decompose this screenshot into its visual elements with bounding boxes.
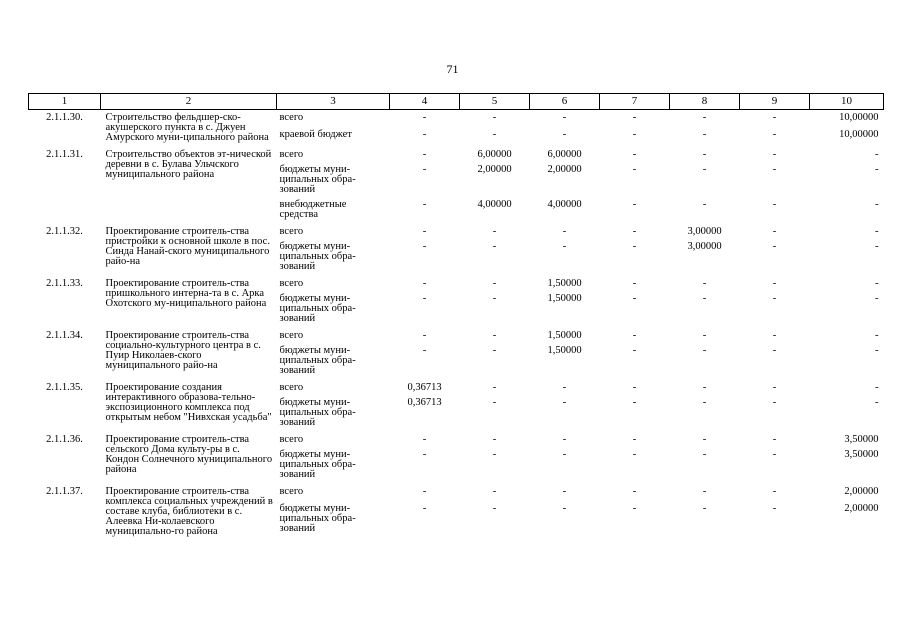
value-cell: - (492, 278, 497, 289)
value-cell: - (702, 382, 707, 393)
value-cell: - (875, 149, 879, 160)
value-cell: - (632, 164, 637, 175)
funding-source: краевой бюджет (279, 129, 352, 141)
value-cell: - (562, 449, 567, 460)
value-cell: - (632, 330, 637, 341)
table-row (29, 428, 884, 445)
item-description: Проектирование создания интерактивного образова-тельно-экспозиционного комплекса под открытым небом "Нивхская усадьба" (105, 382, 272, 423)
value-cell: - (772, 199, 777, 210)
value-cell: - (422, 112, 427, 123)
value-cell: - (492, 293, 497, 304)
value-cell: - (562, 486, 567, 497)
value-cell: - (875, 382, 879, 393)
value-cell: - (492, 241, 497, 252)
column-header: 6 (530, 94, 600, 110)
item-number: 2.1.1.31. (46, 149, 83, 160)
value-cell: - (875, 199, 879, 210)
item-number: 2.1.1.35. (46, 382, 83, 393)
value-cell: - (632, 382, 637, 393)
value-cell: - (702, 149, 707, 160)
value-cell: - (422, 486, 427, 497)
value-cell: - (632, 502, 637, 514)
value-cell: - (772, 449, 777, 460)
table-row (29, 480, 884, 499)
item-number: 2.1.1.32. (46, 226, 83, 237)
funding-source: всего (279, 486, 304, 497)
table-body (29, 110, 884, 538)
value-cell: - (422, 293, 427, 304)
value-cell: 2,00000 (844, 502, 879, 514)
table-row (29, 324, 884, 341)
value-cell: - (422, 502, 427, 514)
value-cell: - (875, 345, 879, 356)
item-description: Проектирование строитель-ства пристройки к основной школе в пос. Синда Нанай-ского муниципального райо-на (105, 226, 270, 267)
value-cell: - (772, 486, 777, 497)
value-cell: - (562, 226, 567, 237)
item-description: Строительство фельдшер-ско-акушерского пункта в с. Джуен Амурского муни-ципального района (105, 112, 269, 143)
funding-source: всего (279, 382, 304, 393)
table-header-row (29, 94, 884, 110)
value-cell: - (772, 330, 777, 341)
value-cell: - (492, 434, 497, 445)
value-cell: - (632, 293, 637, 304)
funding-source: внебюджетные средства (279, 199, 347, 220)
value-cell: - (632, 449, 637, 460)
item-description: Проектирование строитель-ства пришкольного интерна-та в с. Арка Охотского му-ниципального района (105, 278, 267, 309)
value-cell: - (875, 293, 879, 304)
value-cell: - (562, 434, 567, 445)
value-cell: - (562, 382, 567, 393)
value-cell: - (772, 226, 777, 237)
table-row (29, 272, 884, 289)
value-cell: - (702, 278, 707, 289)
value-cell: - (702, 345, 707, 356)
item-description: Строительство объектов эт-нической деревни в с. Булава Ульчского муниципального района (105, 149, 272, 180)
value-cell: - (875, 226, 879, 237)
value-cell: - (632, 226, 637, 237)
funding-source: всего (279, 278, 304, 289)
budget-table (28, 93, 884, 537)
funding-source: всего (279, 226, 304, 237)
value-cell: - (772, 397, 777, 408)
value-cell: - (422, 149, 427, 160)
value-cell: 0,36713 (407, 397, 442, 408)
value-cell: - (772, 129, 777, 141)
value-cell: - (492, 330, 497, 341)
item-number: 2.1.1.37. (46, 486, 83, 497)
value-cell: - (772, 241, 777, 252)
column-header: 9 (740, 94, 810, 110)
value-cell: - (422, 449, 427, 460)
value-cell: 1,50000 (547, 330, 582, 341)
value-cell: 6,00000 (547, 149, 582, 160)
value-cell: - (702, 397, 707, 408)
value-cell: 0,36713 (407, 382, 442, 393)
column-header: 2 (101, 94, 277, 110)
value-cell: - (632, 345, 637, 356)
funding-source: всего (279, 330, 304, 341)
value-cell: - (772, 164, 777, 175)
value-cell: - (772, 434, 777, 445)
value-cell: - (422, 345, 427, 356)
value-cell: - (492, 226, 497, 237)
value-cell: - (422, 164, 427, 175)
value-cell: - (632, 486, 637, 497)
value-cell: - (702, 129, 707, 141)
value-cell: - (632, 397, 637, 408)
item-description: Проектирование строитель-ства сельского Дома культу-ры в с. Кондон Солнечного муниципального района (105, 434, 273, 475)
value-cell: - (632, 241, 637, 252)
column-header: 1 (29, 94, 101, 110)
value-cell: - (422, 129, 427, 141)
funding-source: бюджеты муни-ципальных обра-зований (279, 397, 356, 428)
value-cell: 6,00000 (477, 149, 512, 160)
item-description: Проектирование строитель-ства комплекса социальных учреждений в составе клуба, библиотеки в с. Алеевка Ни-колаевского муниципально-го района (105, 486, 273, 537)
value-cell: - (875, 241, 879, 252)
value-cell: - (632, 199, 637, 210)
value-cell: - (632, 278, 637, 289)
value-cell: - (875, 397, 879, 408)
funding-source: бюджеты муни-ципальных обра-зований (279, 164, 356, 195)
value-cell: - (422, 226, 427, 237)
value-cell: - (492, 382, 497, 393)
value-cell: - (702, 330, 707, 341)
column-header: 4 (390, 94, 460, 110)
value-cell: 3,50000 (844, 434, 879, 445)
value-cell: - (492, 112, 497, 123)
value-cell: - (422, 434, 427, 445)
value-cell: - (702, 434, 707, 445)
value-cell: - (562, 397, 567, 408)
value-cell: 1,50000 (547, 345, 582, 356)
table-row (29, 376, 884, 393)
value-cell: - (772, 293, 777, 304)
value-cell: - (632, 112, 637, 123)
value-cell: 10,00000 (839, 129, 879, 141)
column-header: 10 (810, 94, 884, 110)
value-cell: - (422, 199, 427, 210)
value-cell: - (772, 345, 777, 356)
item-number: 2.1.1.34. (46, 330, 83, 341)
funding-source: всего (279, 434, 304, 445)
value-cell: - (702, 293, 707, 304)
funding-source: бюджеты муни-ципальных обра-зований (279, 345, 356, 376)
column-header: 5 (460, 94, 530, 110)
value-cell: 4,00000 (477, 199, 512, 210)
table-row (29, 220, 884, 237)
value-cell: 1,50000 (547, 278, 582, 289)
item-number: 2.1.1.36. (46, 434, 83, 445)
page-number: 71 (446, 62, 459, 76)
value-cell: 2,00000 (477, 164, 512, 175)
funding-source: всего (279, 112, 304, 123)
column-header: 8 (670, 94, 740, 110)
value-cell: - (492, 345, 497, 356)
value-cell: - (702, 502, 707, 514)
value-cell: - (492, 129, 497, 141)
table-row (29, 143, 884, 160)
funding-source: бюджеты муни-ципальных обра-зований (279, 502, 356, 534)
value-cell: - (562, 241, 567, 252)
item-number: 2.1.1.30. (46, 112, 83, 123)
column-header: 7 (600, 94, 670, 110)
value-cell: - (702, 486, 707, 497)
funding-source: бюджеты муни-ципальных обра-зований (279, 241, 356, 272)
value-cell: 3,00000 (687, 241, 722, 252)
funding-source: всего (279, 149, 304, 160)
value-cell: 2,00000 (844, 486, 879, 497)
value-cell: 2,00000 (547, 164, 582, 175)
value-cell: - (422, 278, 427, 289)
item-description: Проектирование строитель-ства социально-культурного центра в с. Пуир Николаев-ского муниципального райо-на (105, 330, 261, 371)
value-cell: - (702, 199, 707, 210)
funding-source: бюджеты муни-ципальных обра-зований (279, 293, 356, 324)
value-cell: 3,00000 (687, 226, 722, 237)
value-cell: - (492, 486, 497, 497)
value-cell: - (875, 330, 879, 341)
item-number: 2.1.1.33. (46, 278, 83, 289)
value-cell: - (492, 502, 497, 514)
value-cell: - (562, 129, 567, 141)
value-cell: - (632, 129, 637, 141)
value-cell: 10,00000 (839, 112, 879, 123)
value-cell: - (702, 449, 707, 460)
value-cell: - (875, 278, 879, 289)
value-cell: - (422, 330, 427, 341)
table-row (29, 110, 884, 126)
value-cell: - (422, 241, 427, 252)
value-cell: 4,00000 (547, 199, 582, 210)
value-cell: - (562, 502, 567, 514)
value-cell: - (702, 164, 707, 175)
value-cell: - (562, 112, 567, 123)
value-cell: - (772, 149, 777, 160)
value-cell: - (632, 434, 637, 445)
value-cell: - (875, 164, 879, 175)
value-cell: - (492, 449, 497, 460)
value-cell: - (772, 502, 777, 514)
value-cell: - (772, 382, 777, 393)
value-cell: - (702, 112, 707, 123)
value-cell: 1,50000 (547, 293, 582, 304)
column-header: 3 (277, 94, 390, 110)
value-cell: 3,50000 (844, 449, 879, 460)
value-cell: - (772, 112, 777, 123)
funding-source: бюджеты муни-ципальных обра-зований (279, 449, 356, 480)
value-cell: - (492, 397, 497, 408)
value-cell: - (772, 278, 777, 289)
value-cell: - (632, 149, 637, 160)
